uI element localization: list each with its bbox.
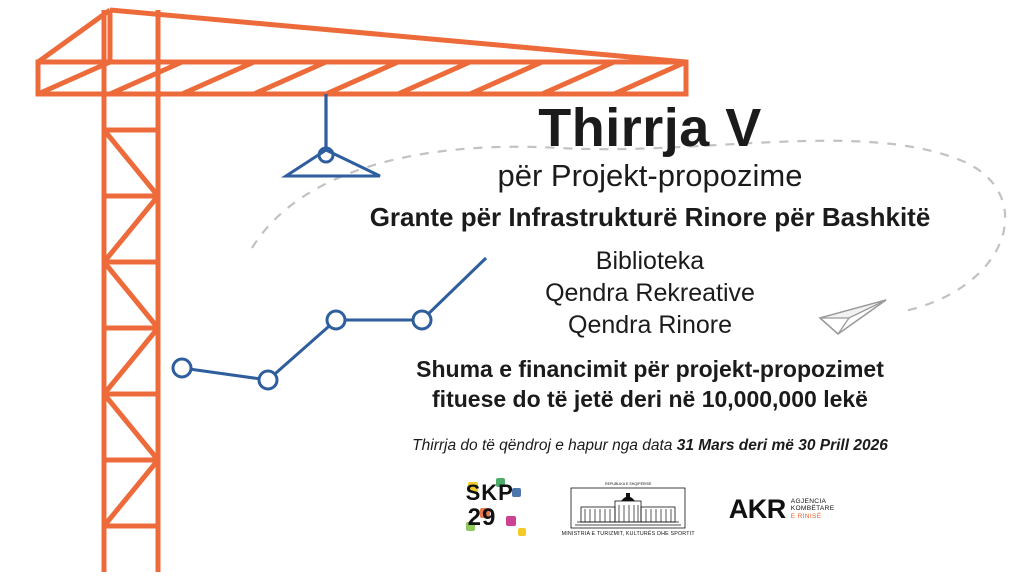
category-item: Qendra Rekreative [545,278,755,307]
funding-amount [300,355,1000,415]
category-list [300,245,1000,341]
logo-skp29 [466,478,528,540]
logo-row [300,478,1000,540]
akr-logo-mark: AKR [728,493,786,524]
funding-amount-line-2: fituese do të jetë deri në 10,000,000 lekë [432,385,868,412]
logo-akr [729,494,835,525]
skp-logo-line-2: 29 [467,504,497,531]
poster-title: Thirrja V [538,98,762,158]
ministry-logo-top: REPUBLIKA E SHQIPËRISË [605,481,652,486]
ministry-logo-caption: MINISTRIA E TURIZMIT, KULTURËS DHE SPORTIT [561,530,695,537]
poster-headline: Grante për Infrastrukturë Rinore për Bashkitë [369,201,931,232]
skp-logo-line-1: SKP [465,480,514,505]
akr-logo-line-1: AGJENCIA [790,497,827,505]
poster-text-block [300,100,1000,457]
category-item: Qendra Rinore [568,310,732,339]
logo-ministry [562,482,695,537]
category-item: Biblioteka [595,246,705,275]
ministry-building-icon [569,487,687,529]
deadline-prefix: Thirrja do të qëndroj e hapur nga data [412,437,677,455]
skp-blob [506,516,516,526]
poster-subtitle: për Projekt-propozime [497,157,803,193]
funding-amount-line-1: Shuma e financimit për projekt-propozimet [416,355,884,382]
skp-blob [518,528,526,536]
deadline-dates: 31 Mars deri më 30 Prill 2026 [676,437,888,455]
akr-logo-lines [791,498,835,520]
deadline-text [300,436,1000,456]
akr-logo-line-2: KOMBËTARE [790,505,835,513]
akr-logo-line-3: E RINISË [790,512,822,520]
